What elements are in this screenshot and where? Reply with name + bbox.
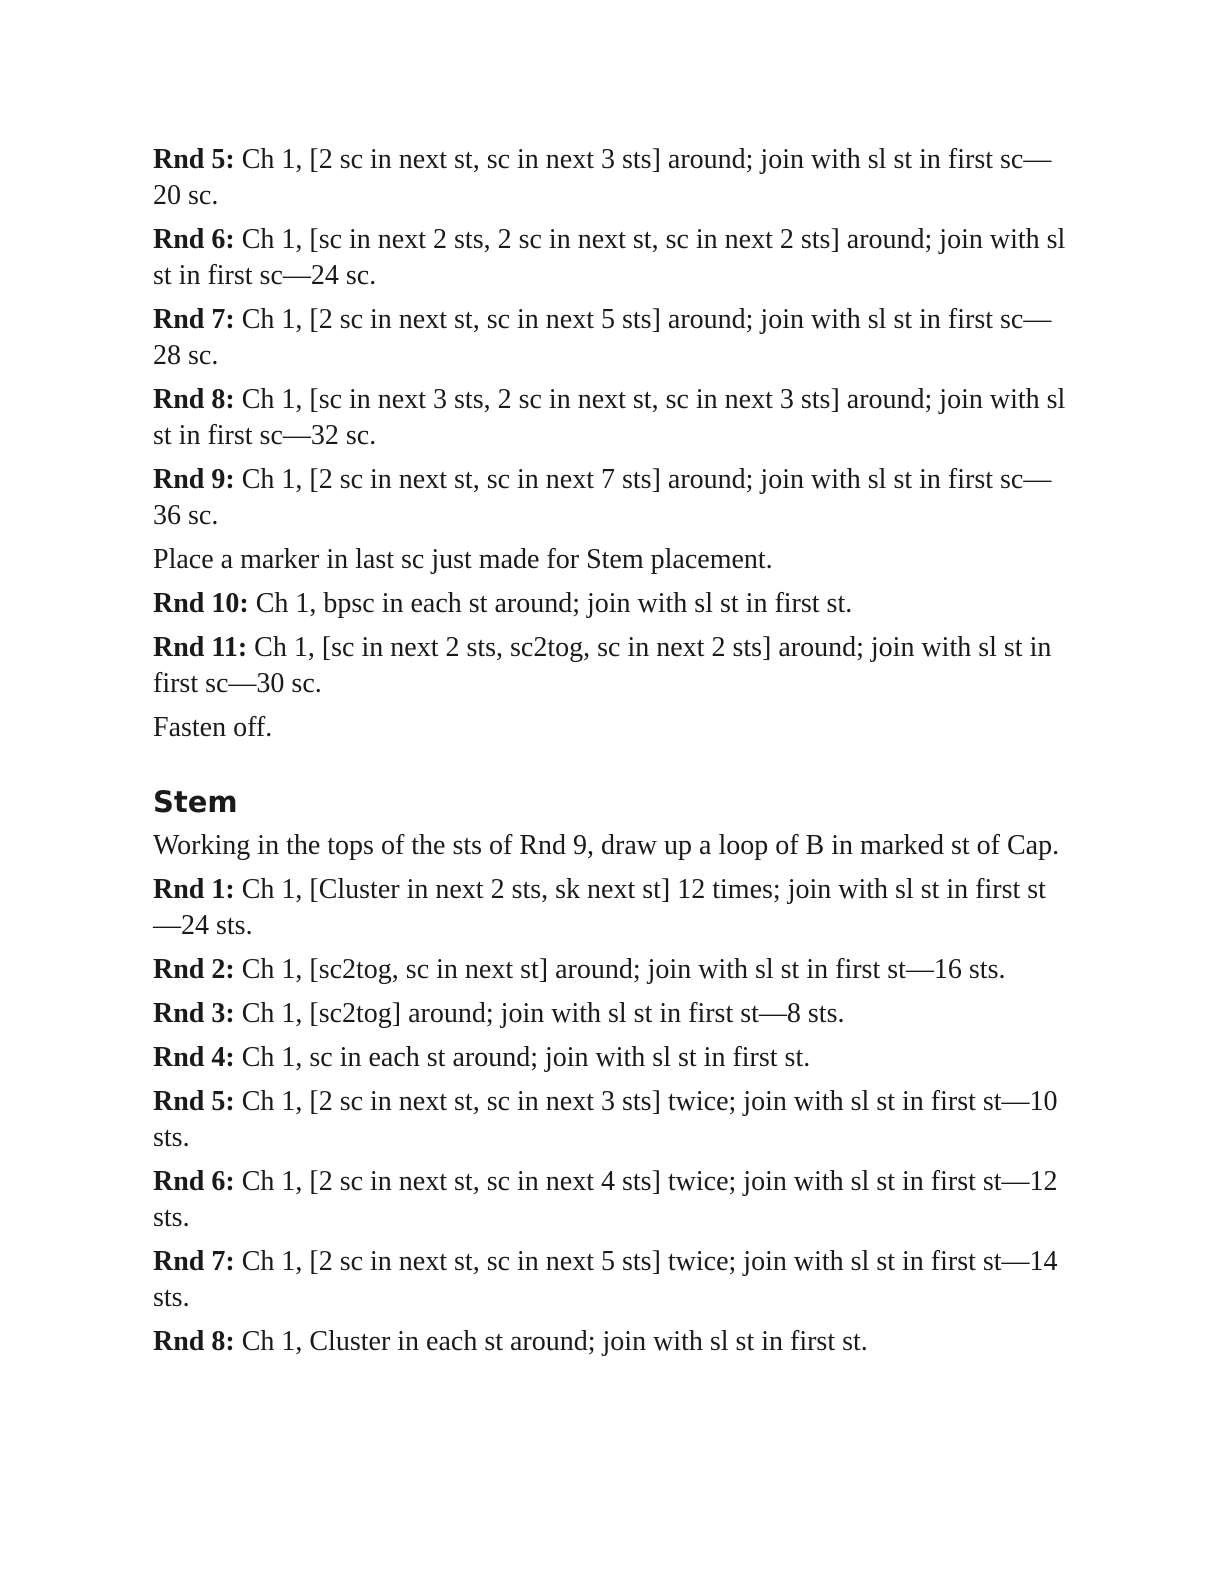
round-instruction [153,142,1068,214]
round-text: Ch 1, sc in each st around; join with sl st in first st. [234,1042,811,1073]
round-text: Ch 1, [sc2tog] around; join with sl st in first st—8 sts. [234,998,845,1029]
round-text: Ch 1, [sc in next 2 sts, sc2tog, sc in next 2 sts] around; join with sl st in first sc—30 sc. [153,632,1052,699]
round-label: Rnd 8: [153,384,235,415]
round-instruction [153,222,1068,294]
round-label: Rnd 2: [153,954,235,985]
round-text: Ch 1, [Cluster in next 2 sts, sk next st] 12 times; join with sl st in first st—24 sts. [153,874,1046,941]
round-label: Rnd 7: [153,1246,235,1277]
round-label: Rnd 11: [153,632,248,663]
round-label: Rnd 8: [153,1326,235,1357]
round-text: Ch 1, bpsc in each st around; join with sl st in first st. [248,588,853,619]
round-instruction [153,872,1068,944]
round-label: Rnd 1: [153,874,235,905]
round-text: Ch 1, [2 sc in next st, sc in next 4 sts] twice; join with sl st in first st—12 sts. [153,1166,1058,1233]
stem-instructions [153,784,1068,1360]
round-instruction [153,952,1068,988]
round-text: Ch 1, [sc in next 2 sts, 2 sc in next st, sc in next 2 sts] around; join with sl st in first sc—24 sc. [153,224,1066,291]
round-instruction [153,382,1068,454]
round-text: Ch 1, Cluster in each st around; join with sl st in first st. [234,1326,868,1357]
round-instruction [153,1040,1068,1076]
round-instruction [153,630,1068,702]
round-text: Ch 1, [sc in next 3 sts, 2 sc in next st, sc in next 3 sts] around; join with sl st in first sc—32 sc. [153,384,1066,451]
round-instruction [153,996,1068,1032]
round-text: Ch 1, [2 sc in next st, sc in next 3 sts] twice; join with sl st in first st—10 sts. [153,1086,1058,1153]
round-text: Ch 1, [2 sc in next st, sc in next 7 sts] around; join with sl st in first sc—36 sc. [153,464,1052,531]
round-label: Rnd 5: [153,1086,235,1117]
round-text: Ch 1, [2 sc in next st, sc in next 5 sts] twice; join with sl st in first st—14 sts. [153,1246,1058,1313]
stem-intro: Working in the tops of the sts of Rnd 9, draw up a loop of B in marked st of Cap. [153,830,1060,861]
round-instruction [153,586,1068,622]
fasten-off-note: Fasten off. [153,712,273,743]
round-label: Rnd 6: [153,1166,235,1197]
round-instruction [153,462,1068,534]
round-label: Rnd 10: [153,588,249,619]
round-text: Ch 1, [sc2tog, sc in next st] around; join with sl st in first st—16 sts. [234,954,1006,985]
marker-note: Place a marker in last sc just made for Stem placement. [153,544,773,575]
round-text: Ch 1, [2 sc in next st, sc in next 3 sts] around; join with sl st in first sc—20 sc. [153,144,1052,211]
cap-instructions [153,142,1068,746]
document-page [153,142,1068,1368]
round-instruction [153,302,1068,374]
round-instruction [153,1244,1068,1316]
round-label: Rnd 5: [153,144,235,175]
round-instruction [153,1164,1068,1236]
section-heading: Stem [153,785,238,819]
round-text: Ch 1, [2 sc in next st, sc in next 5 sts] around; join with sl st in first sc—28 sc. [153,304,1052,371]
round-label: Rnd 4: [153,1042,235,1073]
round-label: Rnd 9: [153,464,235,495]
round-label: Rnd 6: [153,224,235,255]
round-label: Rnd 3: [153,998,235,1029]
round-instruction [153,1084,1068,1156]
round-instruction [153,1324,1068,1360]
round-label: Rnd 7: [153,304,235,335]
